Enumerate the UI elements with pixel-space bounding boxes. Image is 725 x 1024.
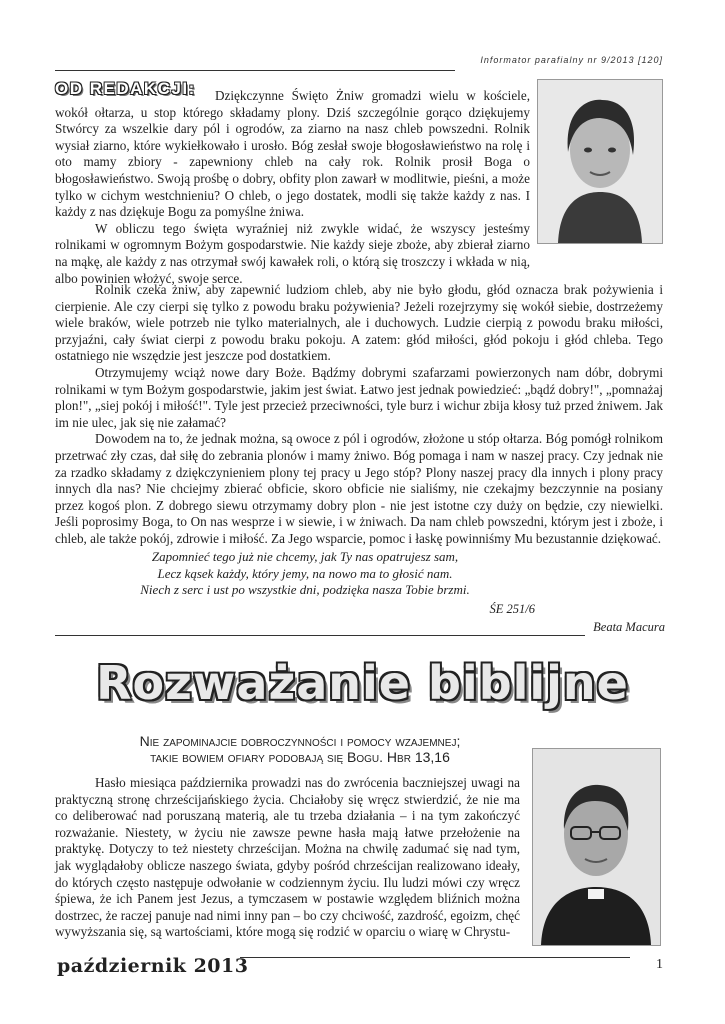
paragraph: Hasło miesiąca października prowadzi nas do zwrócenia baczniejszej uwagi na praktyczną stronę chrześcijańskiego życia. Chciałoby się wręcz stwierdzić, że nie ma co deliberować nad poruszaną materią, ale tu trzeba działania – i na tym zakończyć rozważanie. Niestety, w życiu nie zawsze pewne hasła mają łatwe przełożenie na praktykę. Dotyczy to też niestety chrześcijan. Można na chwilę zadumać się nad tym, jak wyglądałoby oblicze naszego świata, gdyby pośród chrześcijan realizowano ideały, do których często następuje odwołanie w codziennym życiu. Ilu ludzi mówi czy wręcz śpiewa, że ich Panem jest Jezus, a tymczasem w postawie względem bliźnich można dostrzec, że raczej panuje nad nimi inny pan – bo czy chciwość, zazdrość, egoizm, chęć wywyższania się, są wartościami, które mogą się rodzić w oparciu o wiarę w Chrystu-	[55, 775, 520, 940]
page-number: 1	[656, 957, 663, 972]
editorial-heading: OD REDAKCJI:	[55, 79, 196, 98]
paragraph: Dziękczynne Święto Żniw gromadzi wielu w kościele, wokół ołtarza, u stop którego składamy plony. Dziś szczególnie gorąco dziękujemy Stwórcy za wszelkie dary pól i ogrodów, za ziarno na nasz chleb powszedni. Rolnik wysiał ziarno, które wykiełkowało i urosło. Bóg zesłał swoje błogosławieństwo na rolę i oto mamy zbiory - zapewniony chleb na cały rok. Rolnik prosił Boga o błogosławieństwo. Swoją prośbę o dobry, obfity plon zawarł w modlitwie, pieśni, a może tylko w cichym westchnieniu? O chleb, o jego dostatek, modli się także każdy z nas. I każdy z nas dziękuje Bogu za pomyślne żniwa.	[55, 88, 530, 220]
motto-line: Nie zapominajcie dobroczynności i pomocy wzajemnej;	[139, 733, 461, 749]
section-divider	[55, 635, 585, 636]
header-rule	[55, 70, 455, 71]
footer-month: październik 2013	[57, 955, 249, 977]
paragraph: Rolnik czeka żniw, aby zapewnić ludziom chleb, aby nie było głodu, głód oznacza brak pożywienia i cierpienie. Ale czy cierpi się tylko z powodu braku pożywienia? Jeżeli rozejrzymy się wokół siebie, dostrzeżemy wiele braków, wiele potrzeb nie tylko materialnych, ale i duchowych. Ludzie cierpią z powodu braku miłości, przyjaźni, cały świat cierpi z powodu braku pokoju. A zatem: głód miłości, głód pokoju i głód chleba. Tego ostatniego nie wszędzie jest jeszcze pod dostatkiem.	[55, 282, 663, 364]
poem-line: Niech z serc i ust po wszystkie dni, podzięka nasza Tobie brzmi.	[140, 582, 470, 597]
poem-line: Lecz kąsek każdy, który jemy, na nowo ma to głosić nam.	[157, 565, 453, 581]
newsletter-title: Informator parafialny nr 9/2013 [120]	[480, 55, 663, 65]
paragraph: Otrzymujemy wciąż nowe dary Boże. Bądźmy dobrymi szafarzami powierzonych nam dóbr, dobrymi rolnikami w tym Bożym gospodarstwie, jakim jest świat. Łatwo jest jednak powiedzieć: „bądź dobry!", „pomnażaj plon!", „siej pokój i miłość!". Tyle jest przecież przeciwności, tyle burz i wichur zbija kłosy tuż przed żniwem. Jak im nie ulec, jak się nie załamać?	[55, 364, 663, 430]
hymn-quote	[55, 549, 555, 599]
footer-rule	[240, 957, 630, 958]
bible-body	[55, 775, 520, 941]
author-signature: Beata Macura	[593, 620, 665, 634]
paragraph: Dowodem na to, że jednak można, są owoce z pól i ogrodów, złożone u stóp ołtarza. Bóg pomógł rolnikom przetrwać zły czas, dał siłę do zebrania plonów i mamy żniwo. Bóg pomaga i nam w naszej pracy. Czy jednak nie za rzadko składamy z dziękczynieniem plony tej pracy u Jego stóp? Plony naszej pracy dla innych i plony pracy innych dla nas? Nie chciejmy zbierać obficie, skoro obficie nie sialiśmy, nie czekajmy bezczynnie na posiany przez kogoś plon. Z dobrego siewu otrzymamy dobry plon - nie jest istotne czy duży on będzie, czy niewielki. Jeśli poprosimy Boga, to On nas wesprze i w siewie, i w żniwach. Da nam chleb powszedni, którym jest i zboże, i chleb, ale także pokój, zdrowie i miłość. Za Jego wsparcie, pomoc i łaskę powinniśmy Mu bezustannie dziękować.	[55, 431, 663, 546]
hymn-reference: ŚE 251/6	[489, 602, 535, 616]
priest-photo	[532, 748, 661, 946]
portrait-woman-image	[538, 80, 662, 243]
editorial-body-wide	[55, 282, 663, 548]
motto-line: takie bowiem ofiary podobają się Bogu. Hbr 13,16	[150, 749, 450, 765]
poem-line: Zapomnieć tego już nie chcemy, jak Ty nas opatrujesz sam,	[151, 549, 459, 564]
portrait-man-image	[533, 749, 660, 945]
editorial-body	[55, 88, 530, 287]
author-photo	[537, 79, 663, 244]
paragraph: W obliczu tego święta wyraźniej niż zwykle widać, że wszyscy jesteśmy rolnikami w ogromnym Bożym gospodarstwie. Nie każdy sieje zboże, aby zbierał ziarno na mąkę, ale każdy z nas otrzymał swój kawałek roli, o którą się troszczy i wkłada w nią, albo powinien włożyć, swoje serce.	[55, 220, 530, 286]
bible-section-title: Rozważanie biblijne	[96, 656, 629, 710]
bible-motto	[120, 733, 480, 765]
